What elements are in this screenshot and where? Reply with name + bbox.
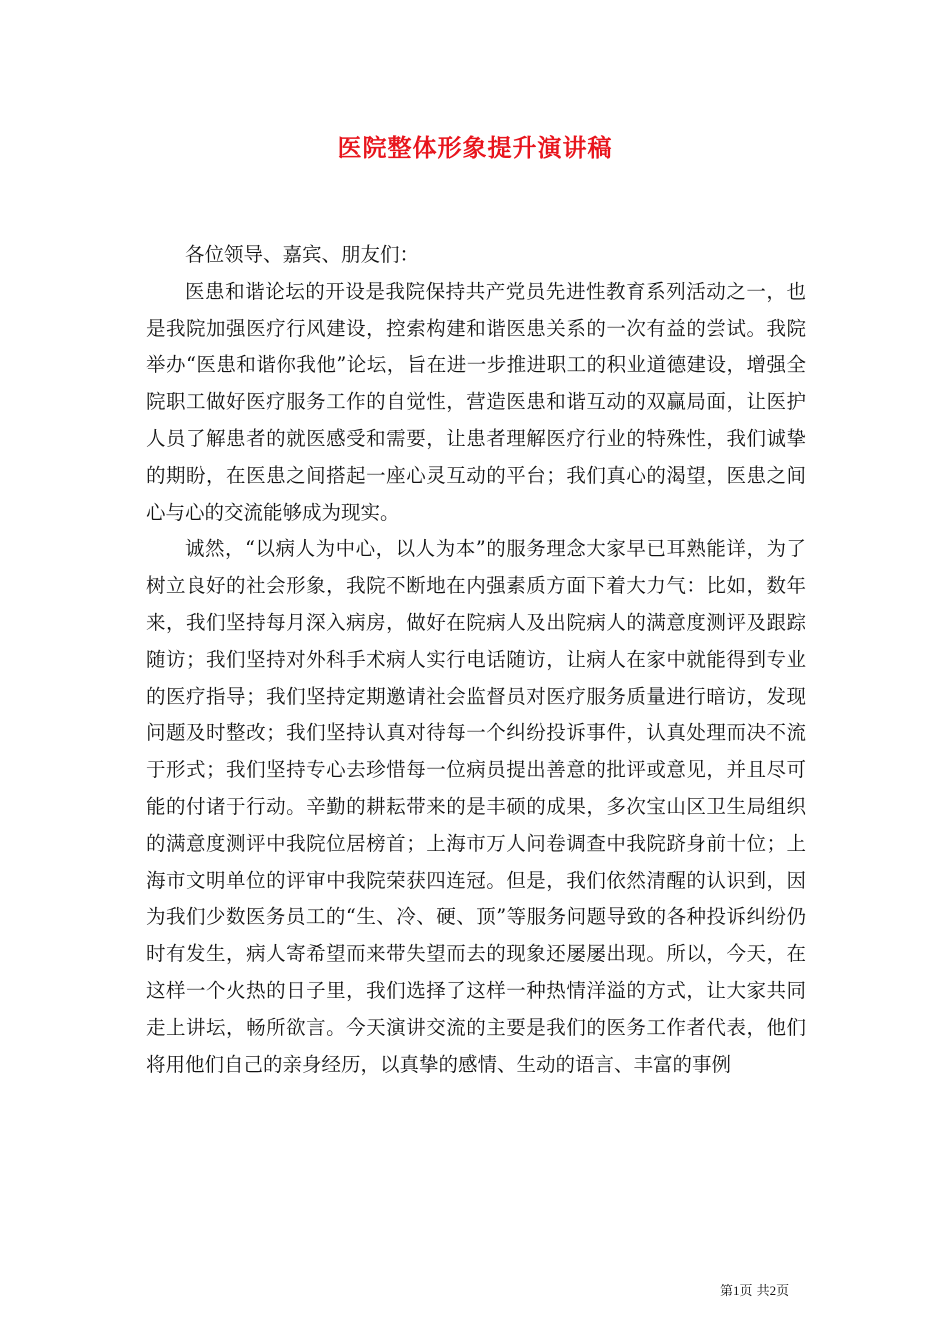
document-title: 医院整体形象提升演讲稿 <box>337 133 613 162</box>
paragraph-2: 诚然，“以病人为中心，以人为本”的服务理念大家早已耳熟能详，为了树立良好的社会形象，我院不断地在内强素质方面下着大力气：比如，数年来，我们坚持每月深入病房，做好在院病人及出院病人的满意度测评及跟踪随访；我们坚持对外科手术病人实行电话随访，让病人在家中就能得到专业的医疗指导；我们坚持定期邀请社会监督员对医疗服务质量进行暗访，发现问题及时整改；我们坚持认真对待每一个纠纷投诉事件，认真处理而决不流于形式；我们坚持专心去珍惜每一位病员提出善意的批评或意见，并且尽可能的付诸于行动。辛勤的耕耘带来的是丰硕的成果，多次宝山区卫生局组织的满意度测评中我院位居榜首；上海市万人问卷调查中我院跻身前十位；上海市文明单位的评审中我院荣获四连冠。但是，我们依然清醒的认识到，因为我们少数医务员工的“生、冷、硬、顶”等服务问题导致的各种投诉纠纷仍时有发生，病人寄希望而来带失望而去的现象还屡屡出现。所以，今天，在这样一个火热的日子里，我们选择了这样一种热情洋溢的方式，让大家共同走上讲坛，畅所欲言。今天演讲交流的主要是我们的医务工作者代表，他们将用他们自己的亲身经历，以真挚的感情、生动的语言、丰富的事例 <box>146 537 806 1076</box>
footer-middle: 页 共 <box>739 1284 770 1299</box>
salutation: 各位领导、嘉宾、朋友们： <box>185 243 420 266</box>
page-footer <box>720 1280 840 1299</box>
paragraph-1: 医患和谐论坛的开设是我院保持共产党员先进性教育系列活动之一，也是我院加强医疗行风建设，控索构建和谐医患关系的一次有益的尝试。我院举办“医患和谐你我他”论坛，旨在进一步推进职工的积业道德建设，增强全院职工做好医疗服务工作的自觉性，营造医患和谐互动的双赢局面，让医护人员了解患者的就医感受和需要，让患者理解医疗行业的特殊性，我们诚挚的期盼，在医患之间搭起一座心灵互动的平台；我们真心的渴望，医患之间心与心的交流能够成为现实。 <box>146 279 806 524</box>
footer-current-page: 1 <box>733 1283 740 1298</box>
footer-total-pages: 2 <box>769 1283 777 1298</box>
footer-suffix: 页 <box>776 1284 790 1299</box>
footer-prefix: 第 <box>720 1284 734 1299</box>
document-body <box>146 237 806 1083</box>
